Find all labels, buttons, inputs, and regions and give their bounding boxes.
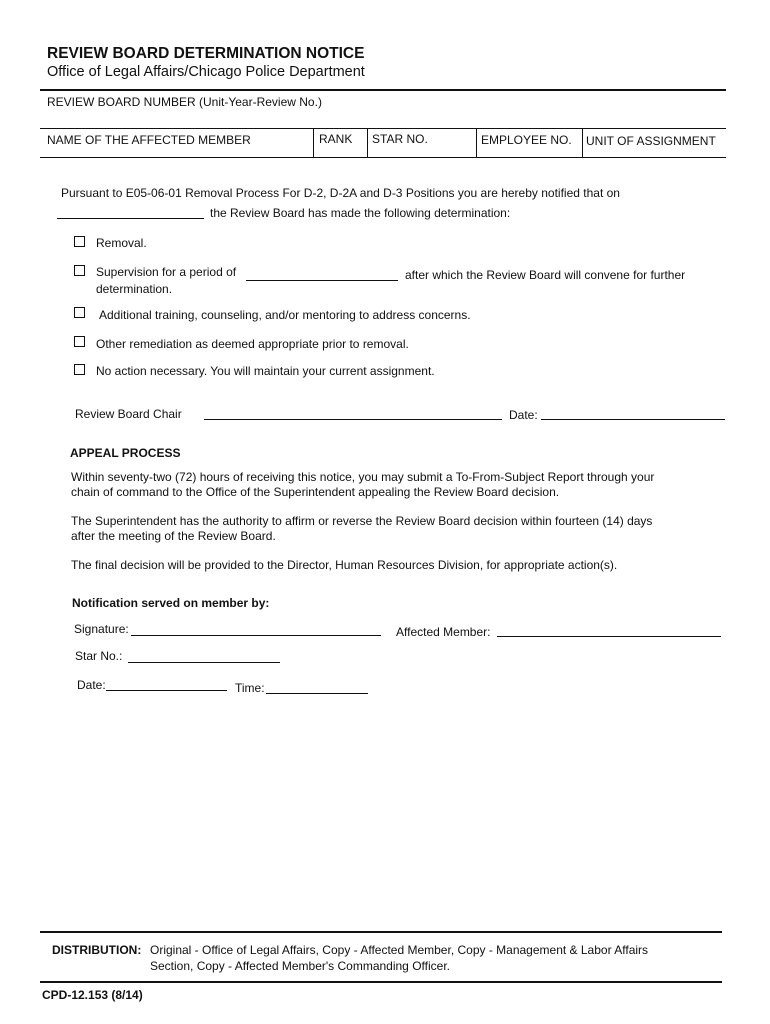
appeal-paragraph-2-line-1: The Superintendent has the authority to affirm or reverse the Review Board decision within fourteen (14) days xyxy=(71,514,653,528)
column-unit-of-assignment: UNIT OF ASSIGNMENT xyxy=(586,134,716,148)
column-divider xyxy=(582,128,583,157)
distribution-bottom-rule xyxy=(40,981,722,983)
time-field[interactable] xyxy=(266,693,368,694)
removal-checkbox[interactable] xyxy=(74,236,85,247)
no-action-label: No action necessary. You will maintain your current assignment. xyxy=(96,364,435,378)
appeal-paragraph-1-line-2: chain of command to the Office of the Superintendent appealing the Review Board decision. xyxy=(71,485,560,499)
member-table-bottom-rule xyxy=(40,157,726,158)
header-rule xyxy=(40,89,726,91)
no-action-checkbox[interactable] xyxy=(74,364,85,375)
star-no-field[interactable] xyxy=(128,662,280,663)
column-name-affected-member: NAME OF THE AFFECTED MEMBER xyxy=(47,133,251,147)
time-label: Time: xyxy=(235,681,265,695)
signature-field[interactable] xyxy=(131,635,381,636)
review-board-number-label: REVIEW BOARD NUMBER (Unit-Year-Review No.) xyxy=(47,95,322,109)
distribution-label: DISTRIBUTION: xyxy=(52,943,142,957)
review-board-number-field[interactable] xyxy=(40,128,726,129)
form-title: REVIEW BOARD DETERMINATION NOTICE xyxy=(47,45,365,62)
remediation-checkbox[interactable] xyxy=(74,336,85,347)
supervision-checkbox[interactable] xyxy=(74,265,85,276)
removal-label: Removal. xyxy=(96,236,147,250)
chair-date-label: Date: xyxy=(509,408,538,422)
training-checkbox[interactable] xyxy=(74,307,85,318)
column-divider xyxy=(476,128,477,157)
date-field[interactable] xyxy=(106,690,227,691)
training-label: Additional training, counseling, and/or mentoring to address concerns. xyxy=(99,308,471,322)
appeal-paragraph-2-line-2: after the meeting of the Review Board. xyxy=(71,529,276,543)
chair-date-field[interactable] xyxy=(541,419,725,420)
column-divider xyxy=(313,128,314,157)
form-number: CPD-12.153 (8/14) xyxy=(42,988,143,1002)
affected-member-field[interactable] xyxy=(497,636,721,637)
notice-date-field[interactable] xyxy=(57,218,204,219)
star-no-label: Star No.: xyxy=(75,649,123,663)
form-subtitle: Office of Legal Affairs/Chicago Police Department xyxy=(47,64,365,80)
column-rank: RANK xyxy=(319,132,353,146)
appeal-heading: APPEAL PROCESS xyxy=(70,446,181,460)
date-label: Date: xyxy=(77,678,106,692)
appeal-paragraph-1-line-1: Within seventy-two (72) hours of receiving this notice, you may submit a To-From-Subject Report through your xyxy=(71,470,655,484)
notice-line-1: Pursuant to E05-06-01 Removal Process For D-2, D-2A and D-3 Positions you are hereby notified that on xyxy=(61,186,620,200)
notice-line-2: the Review Board has made the following determination: xyxy=(210,206,511,220)
notification-heading: Notification served on member by: xyxy=(72,596,270,610)
supervision-label: Supervision for a period of xyxy=(96,265,237,279)
supervision-period-field[interactable] xyxy=(246,280,398,281)
distribution-line-2: Section, Copy - Affected Member's Commanding Officer. xyxy=(150,959,450,973)
supervision-label-continued: after which the Review Board will convene for further xyxy=(405,268,686,282)
remediation-label: Other remediation as deemed appropriate prior to removal. xyxy=(96,337,409,351)
appeal-paragraph-3: The final decision will be provided to the Director, Human Resources Division, for appropriate action(s). xyxy=(71,558,618,572)
column-employee-no: EMPLOYEE NO. xyxy=(481,133,572,147)
signature-label: Signature: xyxy=(74,622,129,636)
column-divider xyxy=(367,128,368,157)
column-star-no: STAR NO. xyxy=(372,132,428,146)
review-board-chair-signature-field[interactable] xyxy=(204,419,502,420)
distribution-top-rule xyxy=(40,931,722,933)
distribution-line-1: Original - Office of Legal Affairs, Copy - Affected Member, Copy - Management & Labor Affairs xyxy=(150,943,649,957)
review-board-chair-label: Review Board Chair xyxy=(75,407,182,421)
affected-member-label: Affected Member: xyxy=(396,625,491,639)
supervision-label-end: determination. xyxy=(96,282,173,296)
